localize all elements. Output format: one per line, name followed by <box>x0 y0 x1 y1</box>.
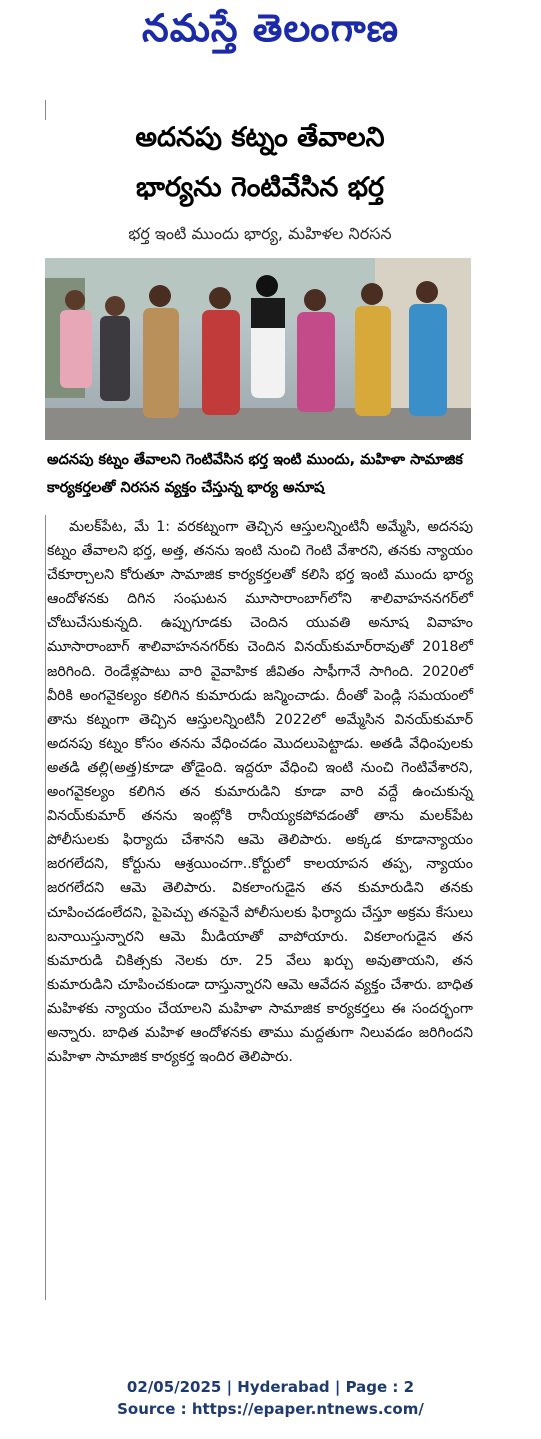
headline-line-2: భార్యను గెంటివేసిన భర్త <box>135 172 385 203</box>
article-photo <box>45 258 471 440</box>
article-body <box>47 515 473 1069</box>
headline-line-1: అదనపు కట్నం తేవాలని <box>135 122 385 153</box>
photo-caption: అదనపు కట్నం తేవాలని గెంటివేసిన భర్త ఇంటి ముందు, మహిళా సామాజిక కార్యకర్తలతో నిరసన వ్యక్తం చేస్తున్న భార్య అనూష <box>47 452 463 496</box>
protest-photo-illustration <box>45 258 471 440</box>
article-paragraph: మలక్‌పేట, మే 1: వరకట్నంగా తెచ్చిన ఆస్తులన్నింటినీ అమ్మేసి, అదనపు కట్నం తేవాలని భర్త, అత్త, తనను ఇంటి నుంచి గెంటి వేశారని, తనకు న్యాయం చేకూర్చాలని కోరుతూ సామాజిక కార్యకర్తలతో కలిసి భర్త ఇంటి ముందు భార్య ఆందోళనకు దిగిన సంఘటన మూసారాంబాగ్‌లోని శాలివాహననగర్‌లో చోటుచేసుకున్నది. ఉప్పుగూడకు చెందిన యువతి అనూష వివాహం మూసారాంబాగ్ శాలివాహననగర్‌కు చెందిన వినయ్‌కుమార్‌రావుతో 2018లో జరిగింది. రెండేళ్లపాటు వారి వైవాహిక జీవితం సాఫీగానే సాగింది. 2020లో వీరికి అంగవైకల్యం కలిగిన కుమారుడు జన్మించాడు. దీంతో పెండ్లి సమయంలో తాను కట్నంగా తెచ్చిన ఆస్తులన్నింటినీ 2022లో అమ్మేసిన వినయ్‌కుమార్ అదనపు కట్నం కోసం తనను వేధించడం మొదలుపెట్టాడు. అతడి వేధింపులకు అతడి తల్లి(అత్త)కూడా తోడైంది. ఇద్దరూ వేధించి ఇంటి నుంచి గెంటివేశారని, అంగవైకల్యం కలిగిన తన కుమారుడిని కూడా వారి వద్దే ఉంచుకున్న వినయ్‌కుమార్ తనను ఇంట్లోకి రానీయ్యకపోవడంతో తాను మలక్‌పేట పోలీసులకు ఫిర్యాదు చేశానని ఆమె తెలిపారు. అక్కడ కూడాన్యాయం జరగలేదని, కోర్టును ఆశ్రయించగా..కోర్టులో కాలయాపన తప్ప, న్యాయం జరగలేదని ఆమె తెలిపారు. వికలాంగుడైన తన కుమారుడిని తనకు చూపించడంలేదని, పైపెచ్చు తనపైనే పోలీసులకు ఫిర్యాదు చేస్తూ అక్రమ కేసులు బనాయిస్తున్నారని ఆమె మీడియాతో వాపోయారు. వికలాంగుడైన తన కుమారుడి చికిత్సకు నెలకు రూ. 25 వేలు ఖర్చు అవుతాయని, తన కుమారుడిని చూపించకుండా దాస్తున్నారని ఆమె ఆవేదన వ్యక్తం చేశారు. బాధిత మహిళకు న్యాయం చేయాలని మహిళా సామాజిక కార్యకర్తలు ఈ సందర్భంగా అన్నారు. బాధిత మహిళ ఆందోళనకు తాము మద్దతుగా నిలువడం జరిగిందని మహిళా సామాజిక కార్యకర్త ఇందిర తెలిపారు. <box>47 519 473 1066</box>
footer-date-edition: 02/05/2025 | Hyderabad | Page : 2 <box>126 1378 415 1396</box>
footer-source-url[interactable]: Source : https://epaper.ntnews.com/ <box>117 1400 424 1418</box>
column-rule-top <box>45 100 46 120</box>
column-rule-body <box>45 515 46 1300</box>
subheadline: భర్త ఇంటి ముందు భార్య, మహిళల నిరసన <box>128 224 392 243</box>
newspaper-masthead: నమస్తే తెలంగాణ <box>142 6 399 50</box>
